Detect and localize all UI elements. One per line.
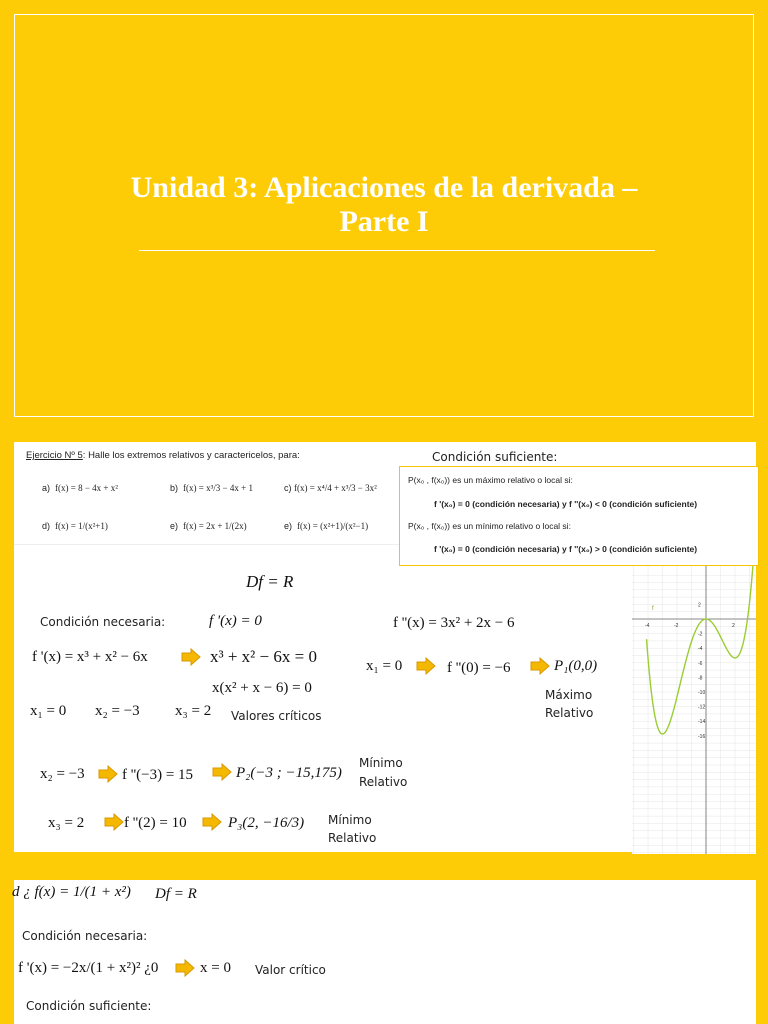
r1-x: x₁ = 0 [366, 658, 403, 674]
x-tick-label: -2 [674, 623, 679, 629]
part-d-derivative: f '(x) = −2x/(1 + x²)² ¿0 [18, 960, 159, 976]
y-tick-label: -16 [698, 733, 706, 740]
exercise-item-b: b) f(x) = x³/3 − 4x + 1 [170, 483, 253, 493]
y-tick-label: -2 [698, 631, 703, 638]
part-d-domain: Df = R [155, 886, 197, 902]
exercise-number: Ejercicio Nº 5 [26, 450, 83, 461]
cond-nec-label: Condición necesaria: [40, 615, 166, 629]
min-cond: f '(x₀) = 0 (condición necesaria) y f ''(x₀) > 0 (condición suficiente) [434, 544, 698, 554]
r2-type-2: Relativo [359, 775, 408, 789]
factored: x(x² + x − 6) = 0 [212, 680, 312, 696]
r1-point: P₁(0,0) [554, 658, 598, 674]
y-tick-label: -12 [698, 704, 706, 711]
y-tick-label: -14 [698, 719, 706, 726]
y-tick-label: -4 [698, 646, 703, 653]
title-underline [139, 250, 655, 251]
graph-background [632, 566, 756, 854]
part-d-function: d ¿ f(x) = 1/(1 + x²) [12, 884, 131, 900]
r2-x: x₂ = −3 [40, 766, 85, 782]
root-3: x₃ = 2 [175, 703, 212, 719]
function-graph [632, 566, 756, 854]
r1-type-1: Máximo [545, 688, 593, 702]
title-line-1: Unidad 3: Aplicaciones de la derivada – [130, 171, 638, 204]
r3-type-2: Relativo [328, 831, 377, 845]
part-d-cond-nec: Condición necesaria: [22, 929, 148, 943]
condition-box [399, 466, 759, 566]
arrow-icon [416, 657, 436, 675]
exercise-item-c: c) f(x) = x⁴/4 + x³/3 − 3x² [284, 483, 377, 493]
first-derivative: f '(x) = x³ + x² − 6x [32, 649, 148, 665]
exercise-item-e: e) f(x) = 2x + 1/(2x) [170, 521, 247, 531]
part-d-cond-suf: Condición suficiente: [26, 999, 152, 1013]
y-tick-label: 2 [698, 602, 701, 609]
exercise-block [14, 442, 420, 545]
arrow-icon [202, 813, 222, 831]
r3-point: P₃(2, −16/3) [228, 815, 305, 831]
y-tick-label: -10 [698, 690, 706, 696]
title-slide [14, 14, 754, 417]
roots-label: Valores críticos [231, 709, 322, 723]
arrow-icon [104, 813, 124, 831]
arrow-icon [98, 765, 118, 783]
r3-x: x₃ = 2 [48, 815, 85, 831]
r2-type-1: Mínimo [359, 756, 403, 770]
exercise-heading [26, 450, 300, 461]
part-d-result-label: Valor crítico [255, 963, 326, 977]
arrow-icon [530, 657, 550, 675]
root-2: x₂ = −3 [95, 703, 140, 719]
part-d-result: x = 0 [200, 960, 231, 976]
r2-point: P₂(−3 ; −15,175) [236, 765, 342, 781]
domain: Df = R [246, 572, 294, 591]
exercise-item-d: d) f(x) = 1/(x²+1) [42, 521, 108, 531]
title-line-2: Parte I [339, 205, 429, 238]
arrow-icon [181, 648, 201, 666]
r1-type-2: Relativo [545, 706, 594, 720]
r1-eval: f ''(0) = −6 [447, 660, 511, 676]
max-cond: f '(x₀) = 0 (condición necesaria) y f ''(x₀) < 0 (condición suficiente) [434, 499, 698, 509]
y-tick-label: -8 [698, 675, 703, 682]
r3-eval: f ''(2) = 10 [124, 815, 187, 831]
x-tick-label: -4 [645, 623, 650, 629]
equation: x³ + x² − 6x = 0 [210, 647, 317, 666]
arrow-icon [175, 959, 195, 977]
curve-label: f [652, 606, 654, 612]
root-1: x₁ = 0 [30, 703, 67, 719]
max-line: P(x₀ , f(x₀)) es un máximo relativo o local si: [408, 475, 573, 485]
x-tick-label: 2 [732, 623, 735, 629]
min-line: P(x₀ , f(x₀)) es un mínimo relativo o local si: [408, 521, 571, 531]
arrow-icon [212, 763, 232, 781]
second-derivative: f ''(x) = 3x² + 2x − 6 [393, 615, 515, 631]
r3-type-1: Mínimo [328, 813, 372, 827]
exercise-item-f: e) f(x) = (x²+1)/(x²−1) [284, 521, 369, 531]
condbox-title: Condición suficiente: [432, 450, 558, 464]
y-tick-label: -6 [698, 660, 703, 667]
cond-nec-expr: f '(x) = 0 [209, 613, 262, 629]
slide-title [15, 171, 753, 239]
exercise-item-a: a) f(x) = 8 − 4x + x² [42, 483, 118, 493]
r2-eval: f ''(−3) = 15 [122, 767, 194, 783]
exercise-instruction: : Halle los extremos relativos y caractericelos, para: [82, 450, 300, 461]
